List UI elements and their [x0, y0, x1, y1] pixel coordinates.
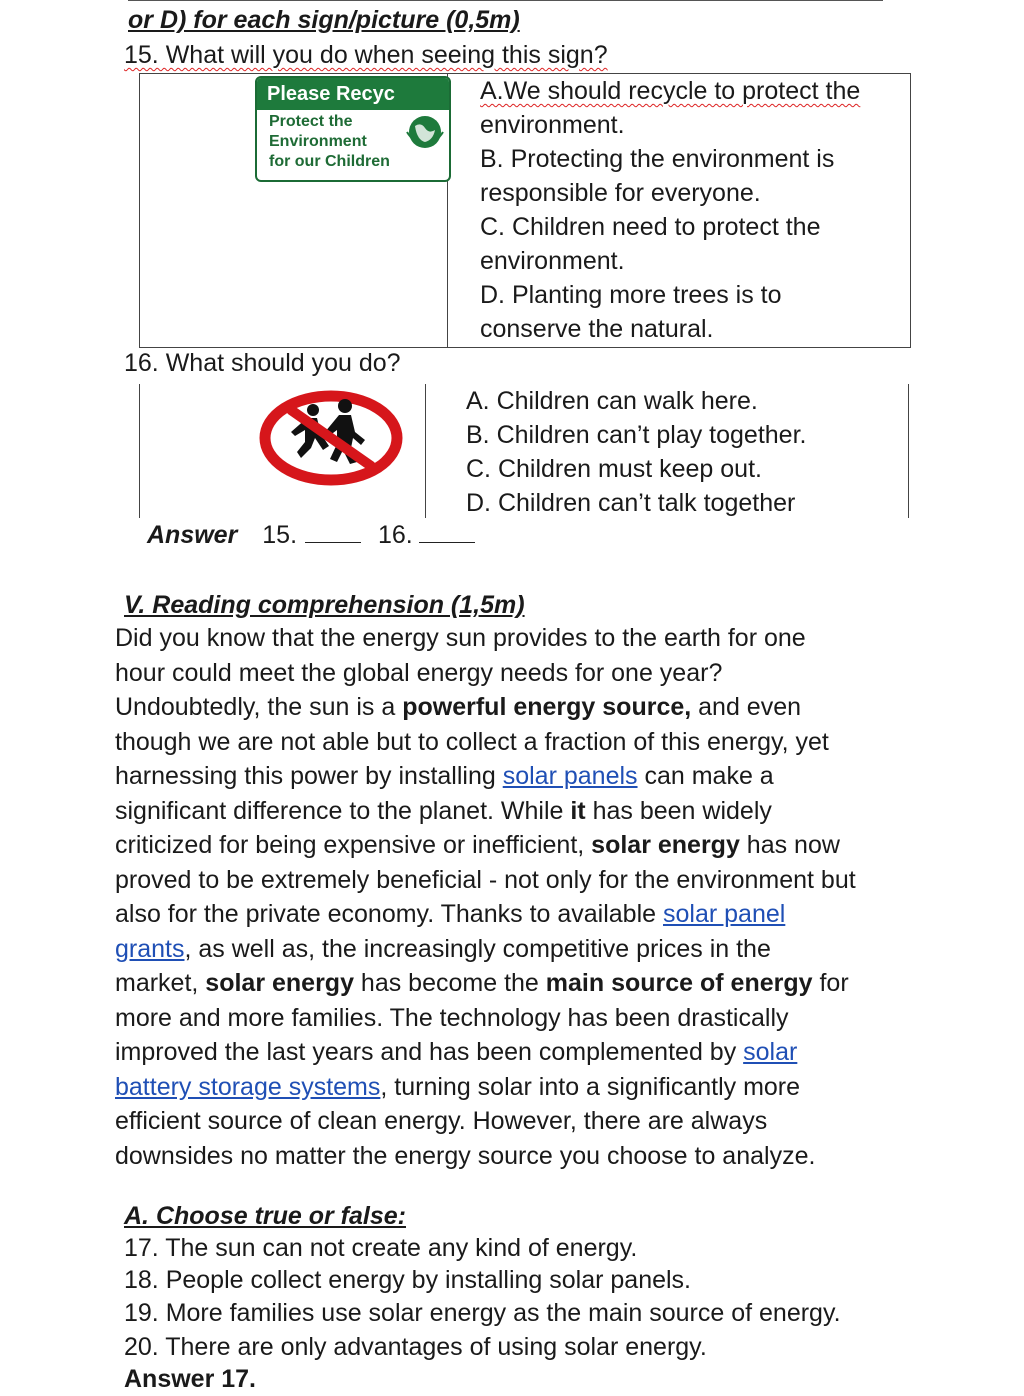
- passage-line: [115, 621, 915, 656]
- passage-line: [115, 656, 915, 691]
- answer-label: Answer: [147, 521, 238, 549]
- section-instruction: or D) for each sign/picture (0,5m): [128, 6, 520, 34]
- passage-line: [115, 1070, 915, 1105]
- q16-option-b: B. Children can’t play together.: [466, 421, 807, 449]
- passage-bold-text: main source of energy: [545, 969, 813, 997]
- passage-line: [115, 932, 915, 967]
- question-16-right-border: [908, 384, 909, 518]
- passage-link[interactable]: solar: [743, 1038, 798, 1066]
- passage-line: [115, 759, 915, 794]
- passage-line: [115, 1104, 915, 1139]
- recycle-sign: [255, 76, 451, 182]
- true-false-heading: A. Choose true or false:: [124, 1202, 406, 1230]
- question-15: [124, 38, 608, 72]
- passage-text: criticized for being expensive or inefficient,: [115, 831, 592, 859]
- recycle-sign-title: Please Recyc: [257, 78, 449, 110]
- q16-option-d: D. Children can’t talk together: [466, 489, 796, 517]
- passage-line: [115, 1001, 915, 1036]
- question-16-left-border: [139, 384, 140, 518]
- answer-row: [147, 518, 475, 552]
- passage-text: can make a: [637, 762, 774, 790]
- passage-text: and even: [691, 693, 802, 721]
- passage-line: [115, 725, 915, 760]
- top-rule: [128, 0, 883, 1]
- passage-link[interactable]: grants: [115, 934, 185, 963]
- answer-16-blank[interactable]: [419, 520, 475, 543]
- q15-option-b-line2: responsible for everyone.: [480, 179, 761, 207]
- tf-item-18: 18. People collect energy by installing solar panels.: [124, 1266, 692, 1294]
- tf-item-17: 17. The sun can not create any kind of energy.: [124, 1234, 638, 1262]
- passage-text: has now: [739, 831, 840, 859]
- passage-text: has been widely: [585, 796, 772, 825]
- tf-item-20: 20. There are only advantages of using solar energy.: [124, 1333, 707, 1361]
- q15-option-a-line2: environment.: [480, 111, 625, 139]
- passage-line: [115, 863, 915, 898]
- passage-text: more and more families. The technology has been drastically: [115, 1003, 789, 1032]
- passage-bold-text: solar energy: [205, 969, 354, 997]
- recycle-sign-line-2: Environment: [269, 133, 367, 150]
- passage-text: Undoubtedly, the sun is a: [115, 693, 403, 721]
- answer-16-label: 16.: [377, 521, 413, 549]
- no-children-sign-icon: [257, 388, 405, 488]
- q15-option-c-line1: C. Children need to protect the: [480, 213, 821, 241]
- passage-link[interactable]: solar panels: [502, 762, 638, 790]
- reading-heading: V. Reading comprehension (1,5m): [124, 591, 525, 619]
- passage-link[interactable]: battery storage systems: [115, 1072, 381, 1101]
- question-16-divider: [425, 384, 426, 518]
- tf-answer-label: Answer 17.: [124, 1365, 257, 1393]
- q15-option-a-line1: A.We should recycle to protect the: [480, 77, 861, 105]
- passage-text: improved the last years and has been complemented by: [115, 1038, 744, 1066]
- passage-line: [115, 794, 915, 829]
- passage-link[interactable]: solar panel: [663, 900, 786, 928]
- passage-text: downsides no matter the energy source you choose to analyze.: [115, 1141, 816, 1170]
- passage-text: proved to be extremely beneficial - not only for the environment but: [115, 865, 856, 894]
- q15-option-c-line2: environment.: [480, 247, 625, 275]
- passage-text: for: [812, 969, 849, 997]
- passage-text: , turning solar into a significantly more: [380, 1072, 801, 1101]
- answer-15-blank[interactable]: [305, 520, 361, 543]
- passage-text: though we are not able but to collect a fraction of this energy, yet: [115, 727, 829, 756]
- answer-15-label: 15.: [262, 521, 298, 549]
- passage-text: significant difference to the planet. While: [115, 796, 571, 825]
- passage-text: has become the: [353, 969, 546, 997]
- tf-item-19: 19. More families use solar energy as the main source of energy.: [124, 1299, 841, 1327]
- passage-text: Did you know that the energy sun provides to the earth for one: [115, 624, 806, 652]
- passage-text: market,: [115, 969, 206, 997]
- recycle-sign-text: [269, 112, 390, 172]
- passage-text: hour could meet the global energy needs for one year?: [115, 658, 723, 687]
- recycle-sign-line-1: Protect the: [269, 113, 353, 130]
- passage-line: [115, 966, 915, 1001]
- question-15-text: 15. What will you do when seeing this sign?: [124, 41, 608, 69]
- passage-line: [115, 897, 915, 932]
- passage-bold-text: powerful energy source,: [402, 693, 692, 721]
- q15-option-d-line2: conserve the natural.: [480, 315, 714, 343]
- q16-option-c: C. Children must keep out.: [466, 455, 762, 483]
- passage-bold-text: it: [570, 796, 586, 825]
- passage-text: , as well as, the increasingly competitive prices in the: [184, 934, 771, 963]
- passage-line: [115, 1139, 915, 1174]
- recycle-sign-line-3: for our Children: [269, 153, 390, 170]
- q16-option-a: A. Children can walk here.: [466, 387, 758, 415]
- globe-icon: [405, 112, 445, 152]
- passage-line: [115, 1035, 915, 1070]
- passage-bold-text: solar energy: [591, 831, 740, 859]
- q15-option-b-line1: B. Protecting the environment is: [480, 145, 835, 173]
- passage-text: efficient source of clean energy. However, there are always: [115, 1107, 768, 1135]
- question-16-text: 16. What should you do?: [124, 349, 401, 377]
- reading-passage: [115, 621, 915, 1173]
- passage-text: harnessing this power by installing: [115, 762, 503, 790]
- passage-text: also for the private economy. Thanks to available: [115, 900, 663, 928]
- passage-line: [115, 690, 915, 725]
- passage-line: [115, 828, 915, 863]
- q15-option-d-line1: D. Planting more trees is to: [480, 281, 782, 309]
